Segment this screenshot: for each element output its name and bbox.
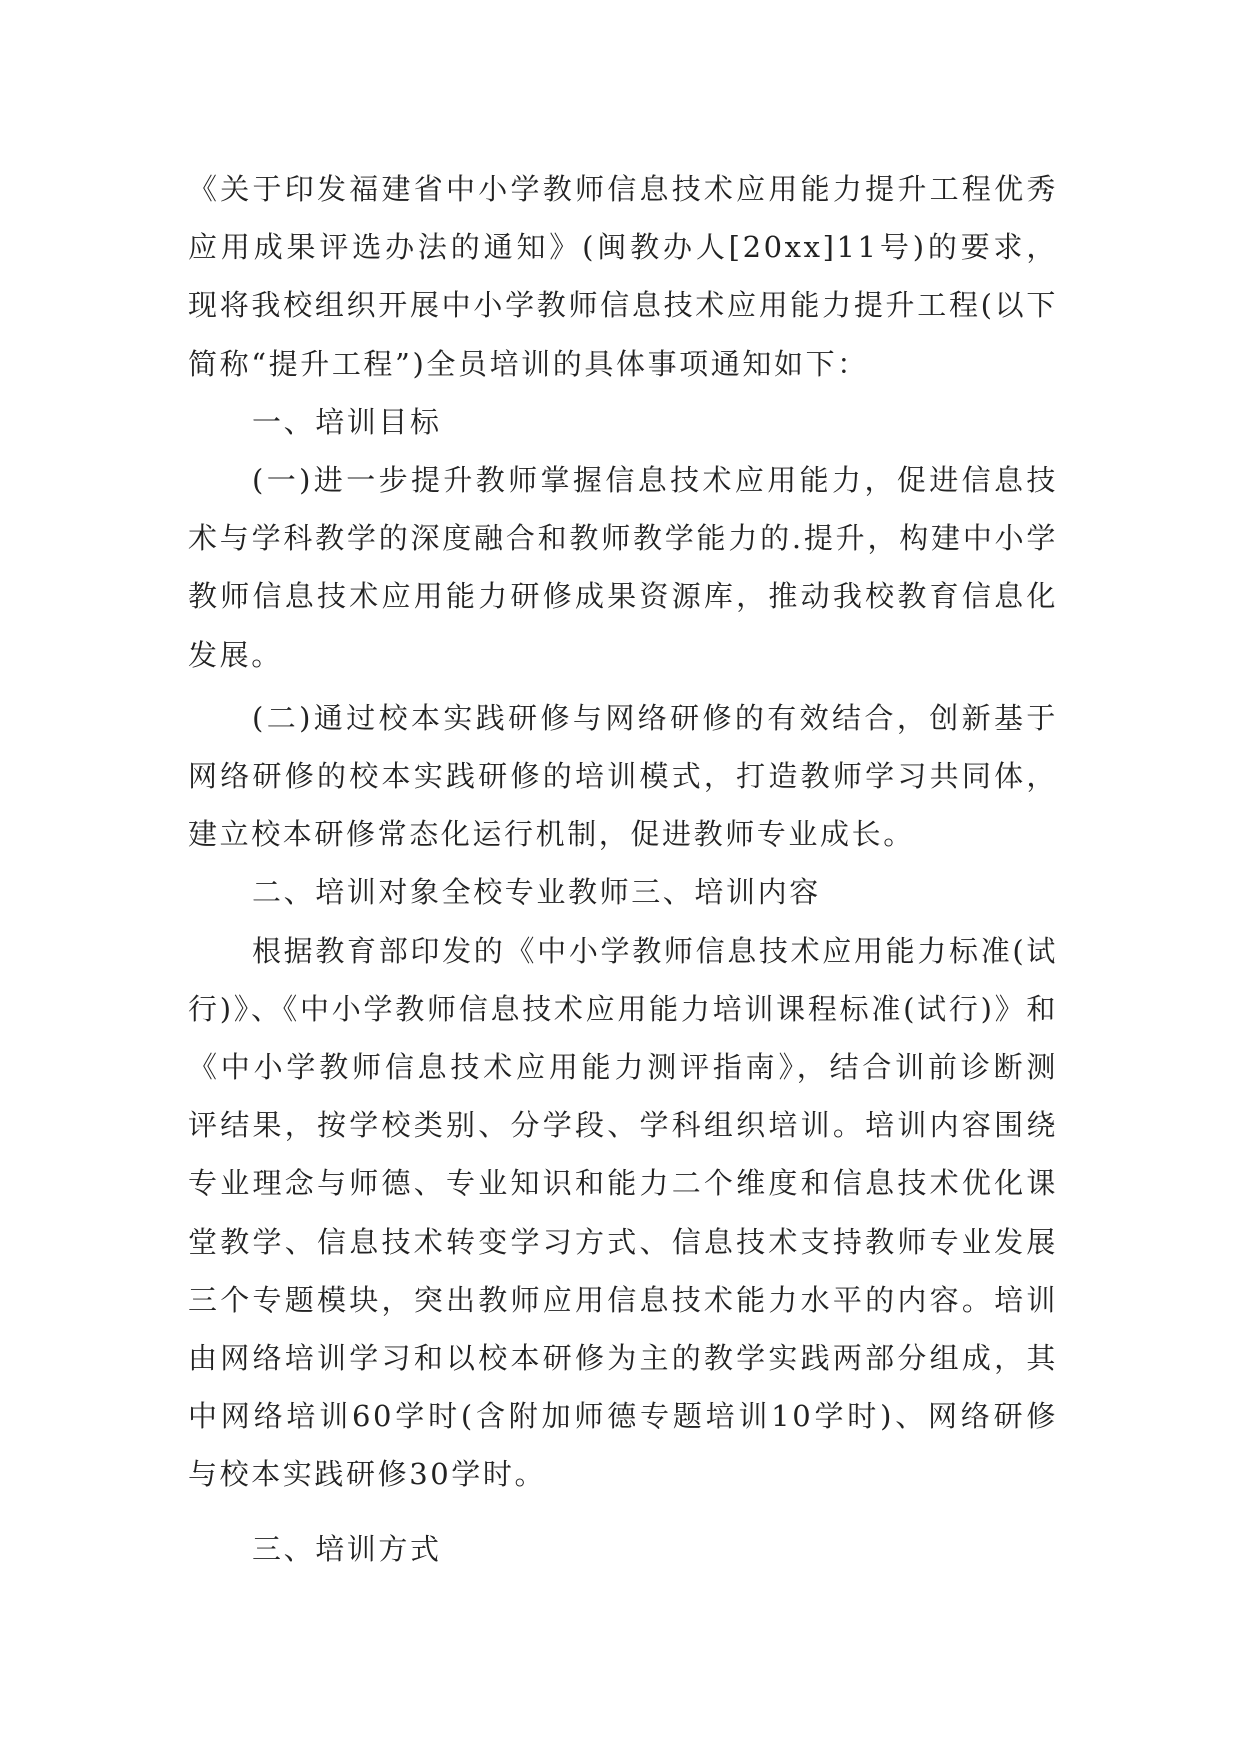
section-heading-training-goals: 一、培训目标 [252, 404, 442, 439]
section-heading-training-targets: 二、培训对象全校专业教师三、培训内容 [252, 875, 821, 910]
section-heading-training-method: 三、培训方式 [252, 1531, 442, 1566]
intro-paragraph: 《关于印发福建省中小学教师信息技术应用能力提升工程优秀应用成果评选办法的通知》(闽教办人[20xx]11号)的要求，现将我校组织开展中小学教师信息技术应用能力提升工程(以下简称“提升工程”)全员培训的具体事项通知如下： [188, 172, 1058, 381]
content-paragraph: 根据教育部印发的《中小学教师信息技术应用能力标准(试行)》、《中小学教师信息技术应用能力培训课程标准(试行)》和《中小学教师信息技术应用能力测评指南》，结合训前诊断测评结果，按学校类别、分学段、学科组织培训。培训内容围绕专业理念与师德、专业知识和能力二个维度和信息技术优化课堂教学、信息技术转变学习方式、信息技术支持教师专业发展三个专题模块，突出教师应用信息技术能力水平的内容。培训由网络培训学习和以校本研修为主的教学实践两部分组成，其中网络培训60学时(含附加师德专题培训10学时)、网络研修与校本实践研修30学时。 [188, 933, 1058, 1492]
document-body [188, 160, 1058, 1578]
goal-paragraph-2: (二)通过校本实践研修与网络研修的有效结合，创新基于网络研修的校本实践研修的培训模式，打造教师学习共同体，建立校本研修常态化运行机制，促进教师专业成长。 [188, 700, 1058, 852]
goal-paragraph-1: (一)进一步提升教师掌握信息技术应用能力，促进信息技术与学科教学的深度融合和教师教学能力的.提升，构建中小学教师信息技术应用能力研修成果资源库，推动我校教育信息化发展。 [188, 463, 1058, 672]
